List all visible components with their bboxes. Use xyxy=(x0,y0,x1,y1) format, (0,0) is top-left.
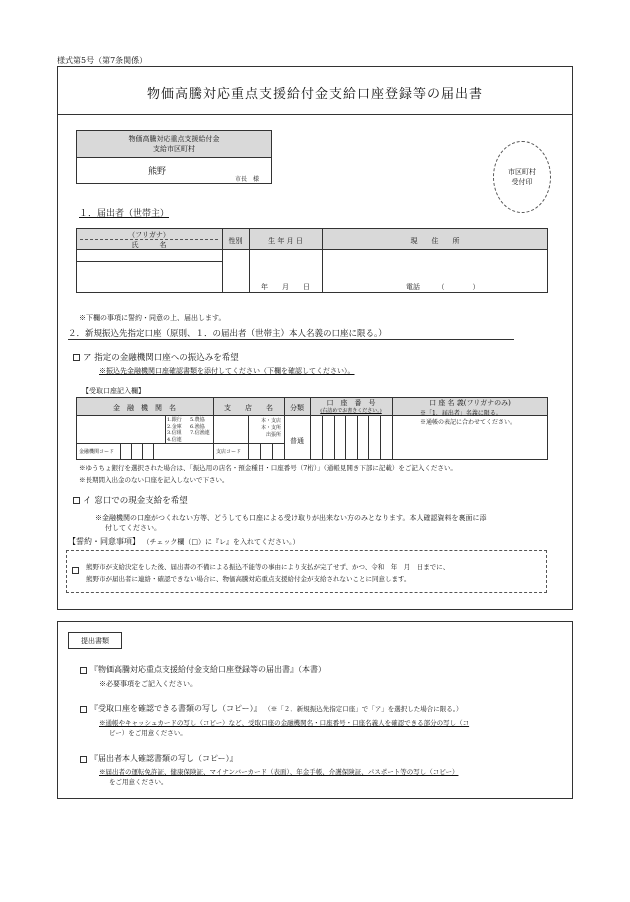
branch-type: 本・支店 xyxy=(260,418,281,424)
account-table-label: 【受取口座記入欄】 xyxy=(82,387,145,395)
city-name: 熊野 xyxy=(148,167,167,177)
bank-code-label: 金融機関コード xyxy=(79,449,115,455)
address-label: 現 住 所 xyxy=(410,237,460,245)
doc-item xyxy=(80,703,462,714)
account-number-label: 口 座 番 号 xyxy=(326,399,376,407)
bank-type: 6.漁協 xyxy=(190,423,205,430)
stamp-line1: 市区町村 xyxy=(508,168,536,176)
stamp-line2: 受付印 xyxy=(511,178,533,186)
furigana-label: （フリガナ） xyxy=(128,231,170,239)
phone-label: 電話 （ ） xyxy=(406,283,480,291)
option-b-note2: 付してください。 xyxy=(105,524,161,532)
doc-note: ※届出者の運転免許証、健康保険証、マイナンバーカード（表面）、年金手帳、介護保険証、パスポート等の写し（コピー） xyxy=(99,768,459,776)
addressee-line1: 物価高騰対応重点支援給付金 xyxy=(128,135,220,143)
type-label: 分類 xyxy=(290,404,304,412)
bank-type: 5.農協 xyxy=(190,417,205,423)
account-name-label: 口 座 名 義(フリガナのみ) xyxy=(429,399,511,407)
doc-note: ピー）をご用意ください。 xyxy=(109,729,187,737)
branch-type: 出張所 xyxy=(265,432,281,438)
bank-type: 7.信漁連 xyxy=(190,430,210,436)
page-title: 物価高騰対応重点支援給付金支給口座登録等の届出書 xyxy=(146,87,483,102)
doc-item xyxy=(80,753,238,764)
account-name-note2: ※通帳の表記に合わせてください。 xyxy=(420,419,517,426)
bank-type: 4.信連 xyxy=(167,436,182,443)
long-term-note: ※長期間入出金のない口座を記入しないで下さい。 xyxy=(79,476,229,484)
option-a-checkbox[interactable] xyxy=(73,354,80,361)
pledge-heading xyxy=(68,536,299,547)
doc-title: 『物価高騰対応重点支援給付金支給口座登録等の届出書』（本書） xyxy=(90,665,326,674)
option-a-label: ア 指定の金融機関口座への振込みを希望 xyxy=(83,353,239,363)
branch-type: 本・支所 xyxy=(260,425,281,431)
doc-title: 『届出者本人確認書類の写し（コピー）』 xyxy=(90,754,238,763)
yucho-note: ※ゆうちょ銀行を選択された場合は、「振込用の店名・預金種目・口座番号（7桁）」（通帳見開き下部に記載）をご記入ください。 xyxy=(79,464,457,472)
pledge-line2: 熊野市が届出者に連絡・確認できない場合に、物価高騰対応重点支援給付金が支給されないことに同意します。 xyxy=(86,575,411,583)
section1-heading: １．届出者（世帯主） xyxy=(79,209,170,219)
doc-checkbox xyxy=(80,706,87,713)
notice: ※下欄の事項に誓約・同意の上、届出します。 xyxy=(79,314,226,322)
option-b[interactable] xyxy=(73,494,188,506)
pledge-checkbox[interactable] xyxy=(72,567,79,574)
birth-ymd: 年 月 日 xyxy=(261,283,310,291)
option-a-note: ※振込先金融機関口座確認書類を添付してください（下欄を確認してください）。 xyxy=(99,367,355,375)
account-number-sub: (右詰めでお書きください。) xyxy=(320,408,382,414)
bank-type: 2.金庫 xyxy=(167,423,182,430)
name-label: 氏 名 xyxy=(131,241,167,249)
branch-name-label: 支 店 名 xyxy=(224,404,273,412)
pledge-box xyxy=(66,550,547,593)
option-b-label: イ 窓口での現金支給を希望 xyxy=(83,496,188,506)
birth-label: 生 年 月 日 xyxy=(268,237,303,245)
doc-title: 『受取口座を確認できる書類の写し（コピー）』 xyxy=(90,704,262,713)
section2-heading: ２．新規振込先指定口座（原則、１．の届出者（世帯主）本人名義の口座に限る。） xyxy=(68,329,387,339)
option-a[interactable] xyxy=(73,351,239,363)
doc-checkbox xyxy=(80,667,87,674)
doc-checkbox xyxy=(80,756,87,763)
pledge-heading-text: 【誓約・同意事項】 xyxy=(68,537,140,546)
account-name-note1: ※「1．届出者」名義に限る。 xyxy=(420,410,502,417)
doc-item xyxy=(80,664,326,675)
mayor-label: 市長 様 xyxy=(235,176,260,183)
bank-type: 1.銀行 xyxy=(167,417,182,423)
gender-label: 性別 xyxy=(228,237,243,245)
option-b-checkbox[interactable] xyxy=(73,497,80,504)
doc-note: ※通帳やキャッシュカードの写し（コピー）など、受取口座の金融機関名・口座番号・口座名義人を確認できる部分の写し（コ xyxy=(99,719,470,727)
pledge-hint: （チェック欄（□）に『レ』を入れてください。） xyxy=(142,538,300,546)
doc-note: をご用意ください。 xyxy=(109,778,168,786)
doc-note: ※必要事項をご記入ください。 xyxy=(99,680,197,688)
account-type-futsuu: 普通 xyxy=(290,437,304,445)
form-number: 様式第5号（第7条関係） xyxy=(57,56,148,65)
branch-code-label: 支店コード xyxy=(216,449,242,455)
bank-type: 3.信組 xyxy=(167,430,182,436)
pledge-line1: 熊野市が支給決定をした後、届出書の不備による振込不能等の事由により支払が完了せず、かつ、令和 年 月 日までに、 xyxy=(86,563,450,571)
bank-name-label: 金 融 機 関 名 xyxy=(113,404,176,412)
option-b-note1: ※金融機関の口座がつくれない方等、どうしても口座による受け取りが出来ない方のみとなります。本人確認資料を裏面に添 xyxy=(95,514,487,522)
documents-label: 提出書類 xyxy=(81,637,109,645)
doc-extra: （※「２．新規振込先指定口座」で「ア」を選択した場合に限る。） xyxy=(264,705,463,713)
addressee-line2: 支給市区町村 xyxy=(153,145,195,153)
